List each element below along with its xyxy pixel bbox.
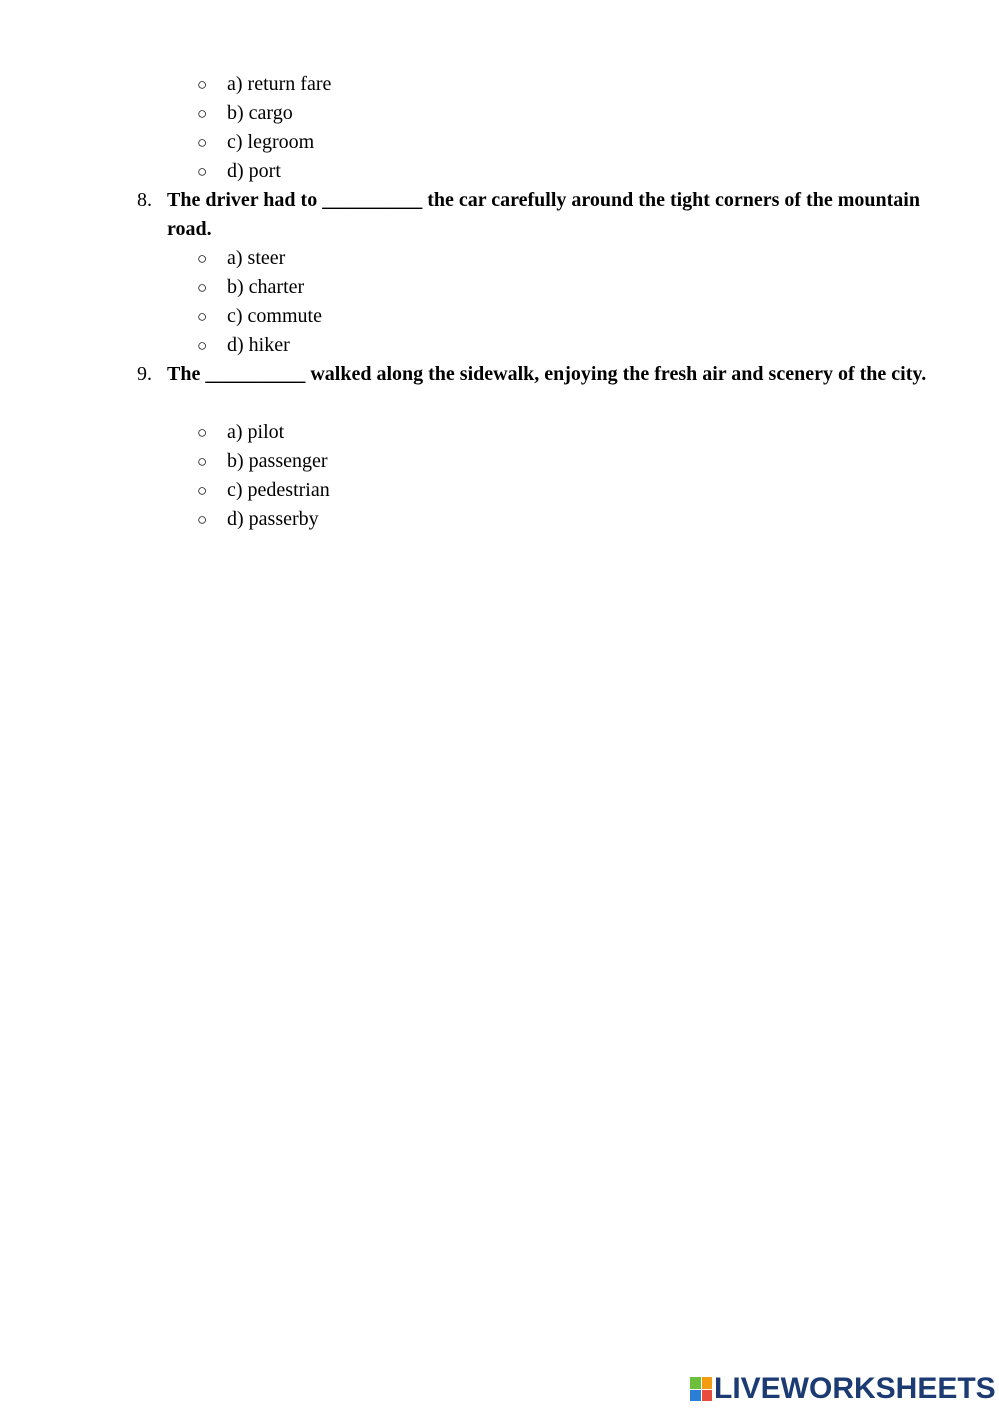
radio-bullet-icon: ○ (197, 452, 208, 471)
radio-bullet-icon: ○ (197, 133, 208, 152)
option-label: d) port (227, 160, 281, 182)
option-label: a) return fare (227, 73, 332, 95)
option-label: b) passenger (227, 450, 328, 472)
radio-bullet-icon: ○ (197, 423, 208, 442)
radio-bullet-icon: ○ (197, 307, 208, 326)
option-label: d) passerby (227, 508, 319, 530)
q7-option-b[interactable] (197, 99, 293, 128)
liveworksheets-logo-icon (690, 1377, 712, 1401)
q9-option-c[interactable] (197, 476, 330, 505)
q7-option-d[interactable] (197, 157, 281, 186)
q7-option-c[interactable] (197, 128, 314, 157)
option-label: d) hiker (227, 334, 290, 356)
option-label: c) pedestrian (227, 479, 330, 501)
radio-bullet-icon: ○ (197, 104, 208, 123)
liveworksheets-logo (690, 1372, 996, 1406)
radio-bullet-icon: ○ (197, 481, 208, 500)
q8-text: The driver had to __________ the car carefully around the tight corners of the mountain road. (167, 189, 920, 240)
logo-text: LIVEWORKSHEETS (714, 1372, 996, 1405)
option-label: a) steer (227, 247, 286, 269)
radio-bullet-icon: ○ (197, 336, 208, 355)
q8-option-d[interactable] (197, 331, 290, 360)
q9-number: 9. (137, 363, 152, 385)
radio-bullet-icon: ○ (197, 510, 208, 529)
q8-option-b[interactable] (197, 273, 304, 302)
q9-option-b[interactable] (197, 447, 328, 476)
radio-bullet-icon: ○ (197, 75, 208, 94)
radio-bullet-icon: ○ (197, 162, 208, 181)
radio-bullet-icon: ○ (197, 278, 208, 297)
option-label: a) pilot (227, 421, 285, 443)
radio-bullet-icon: ○ (197, 249, 208, 268)
q8-option-a[interactable] (197, 244, 285, 273)
q8-number: 8. (137, 189, 152, 211)
q8-option-c[interactable] (197, 302, 322, 331)
option-label: c) legroom (227, 131, 315, 153)
q9-option-d[interactable] (197, 505, 319, 534)
q9-option-a[interactable] (197, 418, 284, 447)
option-label: b) cargo (227, 102, 293, 124)
option-label: c) commute (227, 305, 322, 327)
q7-option-a[interactable] (197, 70, 331, 99)
option-label: b) charter (227, 276, 305, 298)
q9-text: The __________ walked along the sidewalk, enjoying the fresh air and scenery of the city. (167, 363, 927, 385)
